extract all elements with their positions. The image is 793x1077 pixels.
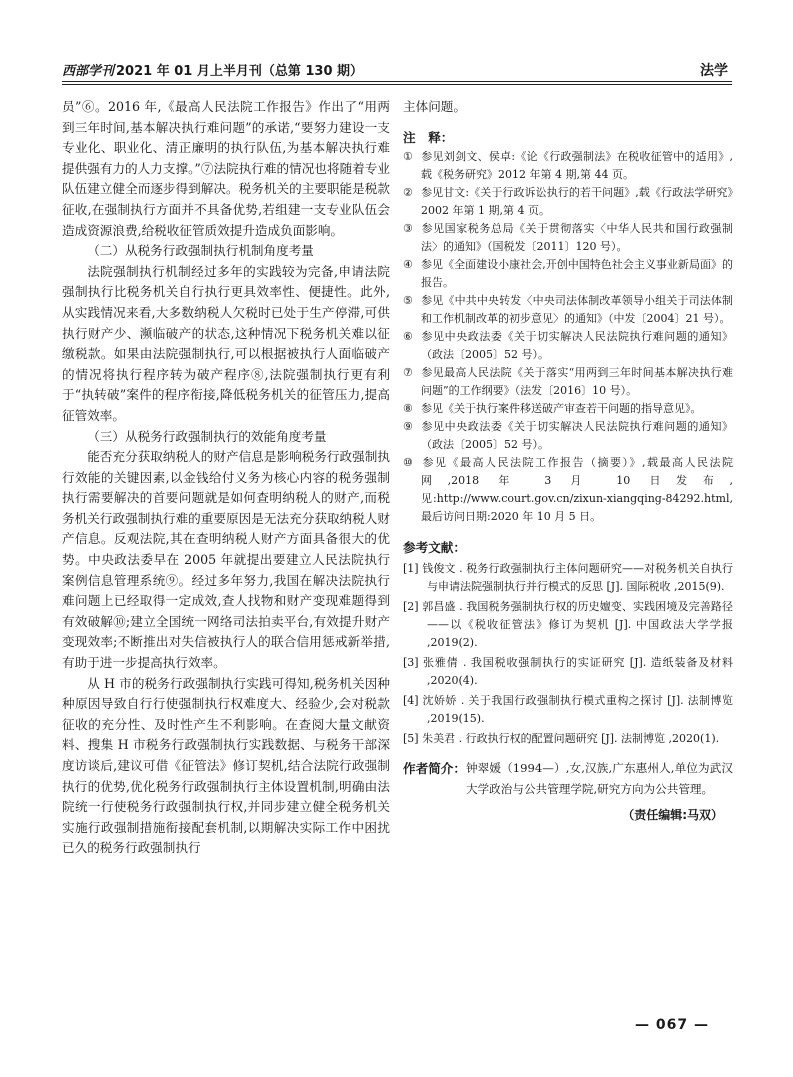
references-list <box>403 560 733 748</box>
header-rule-thin <box>62 84 732 85</box>
note-item: ⑤ 参见《中共中央转发〈中央司法体制改革领导小组关于司法体制和工作机制改革的初步意见〉的通知》（中发〔2004〕21 号）。 <box>403 293 733 325</box>
journal-logo: 西部学刊 <box>62 64 115 79</box>
notes-list <box>403 148 733 526</box>
body-paragraph: 能否充分获取纳税人的财产信息是影响税务行政强制执行效能的关键因素,以金钱给付义务为核心内容的税务强制执行需要解决的首要问题就是如何查明纳税人的财产,而税务机关行政强制执行难的重要原因是无法充分获取纳税人财产信息。反观法院,其在查明纳税人财产方面具备很大的优势。中央政法委早在 2005 年就提出要建立人民法院执行案例信息管理系统⑨。经过多年努力,我国在解决法院执行难问题上已经取得一定成效,查人找物和财产变现难题得到有效破解⑩;建立全国统一网络司法拍卖平台,有效提升财产变现效率;不断推出对失信被执行人的联合信用惩戒新举措,有助于进一步提高执行效率。 <box>62 449 390 671</box>
notes-heading: 注 释： <box>403 129 454 145</box>
section-label: 法学 <box>700 63 728 79</box>
note-item: ⑦ 参见最高人民法院《关于落实“用两到三年时间基本解决执行难问题”的工作纲要》（法发〔2016〕10 号）。 <box>403 365 733 397</box>
note-item: ⑥ 参见中央政法委《关于切实解决人民法院执行难问题的通知》（政法〔2005〕52 号）。 <box>403 329 733 361</box>
page-header <box>62 58 732 80</box>
reference-item: [5] 朱美君 . 行政执行权的配置问题研究 [J]. 法制博览 ,2020(1). <box>403 731 720 745</box>
author-bio-text: 钟翠媛（1994—）,女,汉族,广东惠州人,单位为武汉大学政治与公共管理学院,研究方向为公共管理。 <box>465 760 733 796</box>
left-column <box>62 97 390 859</box>
header-rule <box>62 81 732 82</box>
journal-info <box>62 60 363 79</box>
reference-item: [1] 钱俊文 . 税务行政强制执行主体问题研究——对税务机关自执行与申请法院强制执行并行模式的反思 [J]. 国际税收 ,2015(9). <box>403 561 733 593</box>
note-item: ⑨ 参见中央政法委《关于切实解决人民法院执行难问题的通知》（政法〔2005〕52 号）。 <box>403 419 733 451</box>
body-paragraph-continued: 主体问题。 <box>403 99 466 114</box>
author-bio <box>403 758 733 800</box>
page-number: — 067 — <box>635 1017 709 1033</box>
right-column <box>403 97 733 823</box>
reference-item: [2] 郭昌盛 . 我国税务强制执行权的历史嬗变、实践困境及完善路径——以《税收征管法》修订为契机 [J]. 中国政法大学学报 ,2019(2). <box>403 599 733 649</box>
section-subheading: （三）从税务行政强制执行的效能角度考量 <box>87 428 327 444</box>
body-paragraph: 法院强制执行机制经过多年的实践较为完备,申请法院强制执行比税务机关自行执行更具效率性、便捷性。此外,从实践情况来看,大多数纳税人欠税时已处于生产停滞,可供执行财产少、濒临破产的状态,这种情况下税务机关难以征缴税款。如果由法院强制执行,可以根据被执行人面临破产的情况将执行程序转为破产程序⑧,法院强制执行更有利于“执转破”案件的程序衔接,降低税务机关的征管压力,提高征管效率。 <box>62 263 390 423</box>
journal-issue: 2021 年 01 月上半月刊（总第 130 期） <box>116 64 364 79</box>
body-paragraph: 员”⑥。2016 年,《最高人民法院工作报告》作出了“用两到三年时间,基本解决执行难问题”的承诺,“要努力建设一支专业化、职业化、清正廉明的执行队伍,为基本解决执行难提供强有力的人力支撑。”⑦法院执行难的情况也将随着专业队伍建立健全而逐步得到解决。税务机关的主要职能是税款征收,在强制执行方面并不具备优势,若组建一支专业队伍会造成资源浪费,给税收征管质效提升造成负面影响。 <box>62 99 390 238</box>
reference-item: [4] 沈娇娇 . 关于我国行政强制执行模式重构之探讨 [J]. 法制博览 ,2019(15). <box>403 693 733 725</box>
note-item: ① 参见刘剑文、侯卓:《论《行政强制法》在税收征管中的适用》,载《税务研究》2012 年第 4 期,第 44 页。 <box>403 149 733 181</box>
note-item: ④ 参见《全面建设小康社会,开创中国特色社会主义事业新局面》的报告。 <box>403 257 733 289</box>
note-item: ③ 参见国家税务总局《关于贯彻落实〈中华人民共和国行政强制法〉的通知》（国税发〔2011〕120 号）。 <box>403 221 733 253</box>
note-item: ⑧ 参见《关于执行案件移送破产审查若干问题的指导意见》。 <box>403 401 702 415</box>
author-bio-label: 作者简介： <box>403 760 466 776</box>
note-item: ⑩ 参见《最高人民法院工作报告（摘要）》,载最高人民法院网,2018 年 3 月 10 日发布,见:http://www.court.gov.cn/zixun-xiangqing-84292.html,最后访问日期:2020 年 10 月 5 日。 <box>403 455 733 523</box>
references-heading: 参考文献： <box>403 539 466 555</box>
section-subheading: （二）从税务行政强制执行机制角度考量 <box>87 243 314 259</box>
reference-item: [3] 张雅倩 . 我国税收强制执行的实证研究 [J]. 造纸装备及材料 ,2020(4). <box>403 655 733 687</box>
body-paragraph: 从 H 市的税务行政强制执行实践可得知,税务机关因种种原因导致自行行使强制执行权难度大、经验少,会对税款征收的充分性、及时性产生不利影响。在查阅大量文献资料、搜集 H 市税务行政强制执行实践数据、与税务干部深度访谈后,建议可借《征管法》修订契机,结合法院行政强制执行的优势,优化税务行政强制执行主体设置机制,明确由法院统一行使税务行政强制执行权,并同步建立健全税务机关实施行政强制措施衔接配套机制,以期解决实际工作中困扰已久的税务行政强制执行 <box>62 675 390 856</box>
editor-credit: （责任编辑:马双） <box>622 807 723 822</box>
note-item: ② 参见甘文:《关于行政诉讼执行的若干问题》,载《行政法学研究》2002 年第 1 期,第 4 页。 <box>403 185 733 217</box>
